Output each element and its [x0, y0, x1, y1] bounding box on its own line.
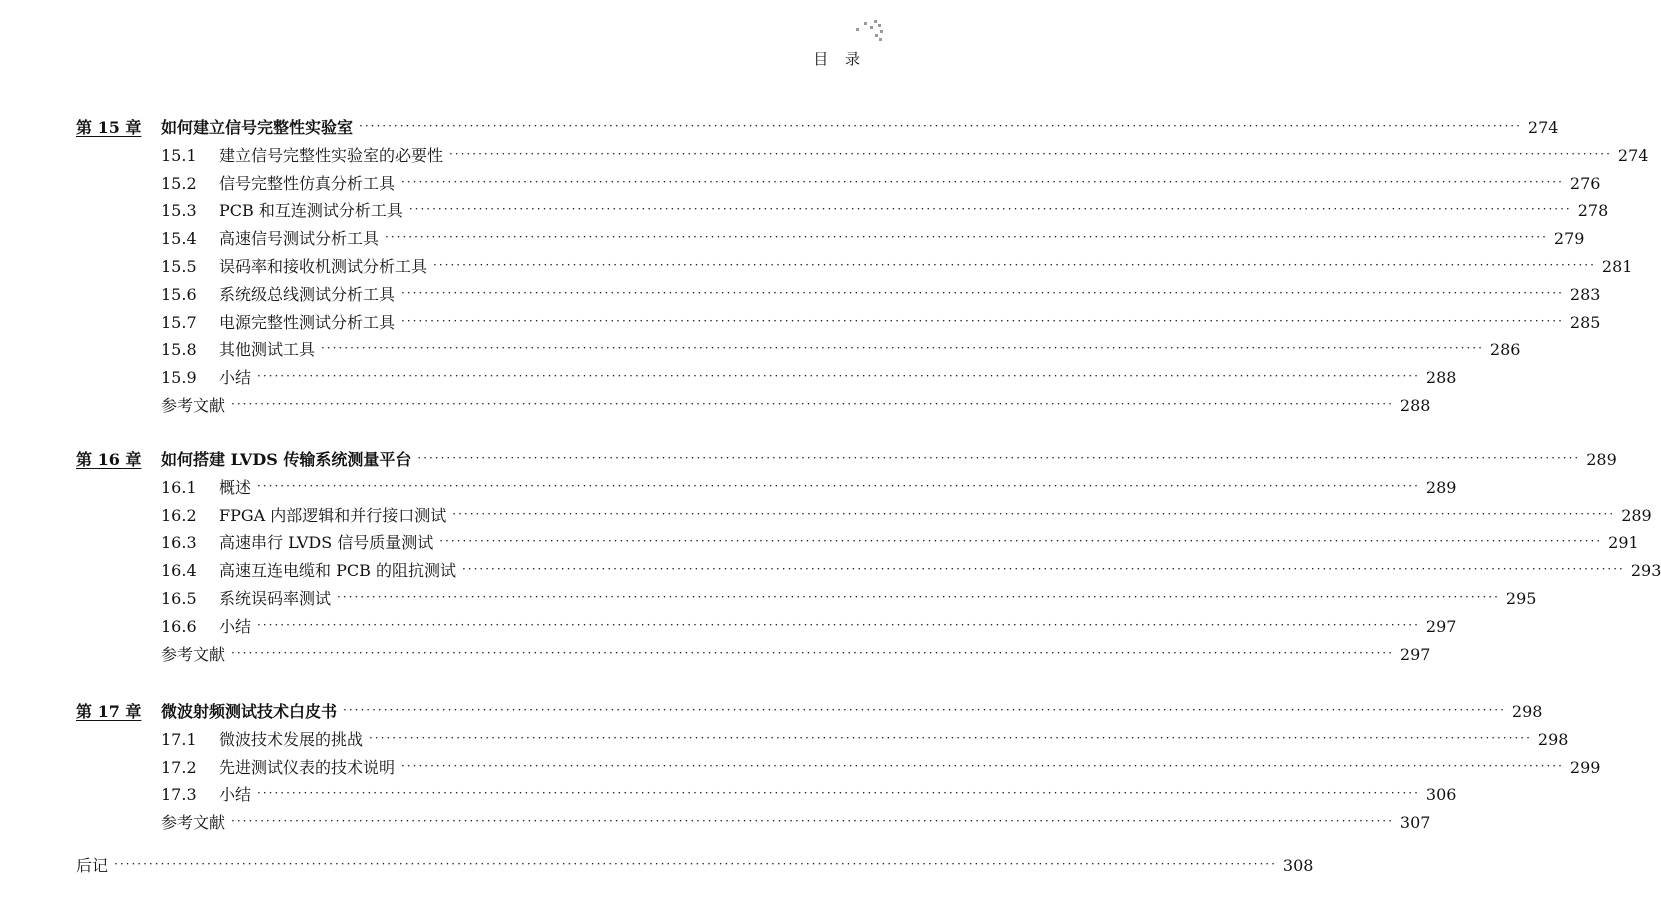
- section-entry: [0, 172, 1601, 196]
- section-page-number[interactable]: 289: [1621, 505, 1652, 525]
- section-entry: [0, 255, 1633, 279]
- section-page-number[interactable]: 289: [1425, 477, 1457, 497]
- section-entry: [0, 144, 1649, 168]
- section-entry: [0, 728, 1569, 752]
- section-number: 17.3: [161, 785, 197, 805]
- dot-leader: ········································································································································································································: [385, 230, 1548, 245]
- section-number: 15.1: [161, 145, 197, 165]
- chapter-page-number[interactable]: 289: [1586, 450, 1617, 469]
- section-number: 16.5: [161, 589, 197, 608]
- dot-leader: ········································································································································································································: [343, 703, 1506, 717]
- dot-leader: ········································································································································································································: [231, 645, 1394, 660]
- section-title[interactable]: 误码率和接收机测试分析工具: [219, 257, 428, 276]
- chapter-title[interactable]: 如何搭建 LVDS 传输系统测量平台: [161, 450, 412, 469]
- dot-leader: ········································································································································································································: [369, 730, 1532, 745]
- references-entry: [0, 643, 1431, 667]
- section-entry: [0, 531, 1639, 555]
- section-title[interactable]: 电源完整性测试分析工具: [219, 312, 396, 332]
- section-page-number[interactable]: 286: [1489, 340, 1521, 360]
- section-number: 15.8: [161, 340, 197, 360]
- section-number: 16.2: [161, 505, 197, 525]
- section-entry: [0, 783, 1457, 807]
- dot-leader: ········································································································································································································: [452, 506, 1616, 521]
- section-number: 17.2: [161, 757, 197, 777]
- chapter-entry: [0, 448, 1617, 472]
- references-title[interactable]: 参考文献: [161, 396, 226, 415]
- section-page-number[interactable]: 306: [1425, 785, 1457, 805]
- section-number: 16.6: [161, 616, 197, 636]
- section-page-number[interactable]: 283: [1569, 284, 1601, 304]
- section-page-number[interactable]: 274: [1617, 145, 1649, 165]
- section-title[interactable]: 小结: [219, 785, 252, 805]
- section-page-number[interactable]: 299: [1569, 757, 1601, 777]
- section-entry: [0, 338, 1521, 362]
- section-title[interactable]: 系统级总线测试分析工具: [219, 284, 396, 304]
- section-entry: [0, 476, 1457, 500]
- section-page-number[interactable]: 293: [1630, 561, 1661, 581]
- section-page-number[interactable]: 288: [1425, 368, 1457, 388]
- scan-corner-mark: [844, 18, 884, 46]
- chapter-number: 第 16 章: [76, 450, 142, 469]
- references-title[interactable]: 参考文献: [161, 813, 226, 833]
- section-title[interactable]: 小结: [219, 368, 252, 388]
- section-number: 15.5: [161, 257, 197, 276]
- dot-leader: ········································································································································································································: [401, 313, 1564, 328]
- section-number: 16.3: [161, 533, 197, 553]
- section-entry: [0, 756, 1601, 780]
- chapter-page-number[interactable]: 274: [1527, 118, 1559, 137]
- chapter-number: 第 15 章: [76, 118, 142, 137]
- dot-leader: ········································································································································································································: [449, 146, 1612, 161]
- section-entry: [0, 311, 1601, 335]
- section-title[interactable]: FPGA 内部逻辑和并行接口测试: [219, 505, 447, 525]
- section-title[interactable]: 概述: [219, 477, 252, 497]
- epilogue-entry: [0, 854, 1314, 878]
- epilogue-page-number[interactable]: 308: [1282, 856, 1314, 875]
- dot-leader: ········································································································································································································: [114, 857, 1277, 871]
- dot-leader: ········································································································································································································: [231, 814, 1394, 829]
- chapter-title[interactable]: 如何建立信号完整性实验室: [161, 118, 354, 137]
- section-page-number[interactable]: 291: [1608, 533, 1639, 553]
- section-number: 15.4: [161, 229, 197, 249]
- section-title[interactable]: 系统误码率测试: [219, 589, 332, 608]
- section-entry: [0, 227, 1585, 251]
- section-number: 15.2: [161, 173, 197, 193]
- references-entry: [0, 811, 1431, 835]
- chapter-entry: [0, 700, 1543, 724]
- section-entry: [0, 504, 1652, 528]
- section-number: 15.7: [161, 312, 197, 332]
- dot-leader: ········································································································································································································: [257, 617, 1420, 632]
- section-title[interactable]: 信号完整性仿真分析工具: [219, 173, 396, 193]
- section-entry: [0, 587, 1537, 611]
- dot-leader: ········································································································································································································: [439, 534, 1603, 549]
- section-number: 16.4: [161, 561, 197, 581]
- section-number: 15.3: [161, 201, 197, 221]
- dot-leader: ········································································································································································································: [231, 397, 1394, 411]
- dot-leader: ········································································································································································································: [257, 369, 1420, 384]
- section-title[interactable]: 微波技术发展的挑战: [219, 729, 364, 749]
- references-entry: [0, 394, 1431, 418]
- section-page-number[interactable]: 278: [1577, 201, 1609, 221]
- section-title[interactable]: 建立信号完整性实验室的必要性: [219, 145, 444, 165]
- chapter-title[interactable]: 微波射频测试技术白皮书: [161, 702, 338, 721]
- references-page-number[interactable]: 288: [1399, 396, 1431, 415]
- section-entry: [0, 199, 1609, 223]
- dot-leader: ········································································································································································································: [321, 341, 1484, 356]
- references-page-number[interactable]: 307: [1399, 813, 1431, 833]
- section-entry: [0, 283, 1601, 307]
- section-title[interactable]: PCB 和互连测试分析工具: [219, 201, 403, 221]
- section-page-number[interactable]: 295: [1505, 589, 1537, 608]
- section-page-number[interactable]: 281: [1601, 257, 1633, 276]
- section-page-number[interactable]: 297: [1425, 616, 1457, 636]
- section-page-number[interactable]: 276: [1569, 173, 1601, 193]
- section-entry: [0, 615, 1457, 639]
- section-number: 15.9: [161, 368, 197, 388]
- section-entry: [0, 559, 1661, 583]
- dot-leader: ········································································································································································································: [337, 590, 1500, 604]
- references-title[interactable]: 参考文献: [161, 644, 226, 664]
- epilogue-title[interactable]: 后记: [76, 856, 109, 875]
- dot-leader: ········································································································································································································: [401, 758, 1564, 773]
- dot-leader: ········································································································································································································: [359, 119, 1522, 133]
- dot-leader: ········································································································································································································: [408, 202, 1572, 217]
- section-page-number[interactable]: 298: [1537, 729, 1569, 749]
- section-number: 15.6: [161, 284, 197, 304]
- section-title[interactable]: 高速互连电缆和 PCB 的阻抗测试: [219, 561, 456, 581]
- section-page-number[interactable]: 279: [1553, 229, 1585, 249]
- section-number: 16.1: [161, 477, 197, 497]
- chapter-number: 第 17 章: [76, 702, 142, 721]
- chapter-page-number[interactable]: 298: [1511, 702, 1543, 721]
- dot-leader: ········································································································································································································: [433, 258, 1596, 272]
- dot-leader: ········································································································································································································: [417, 451, 1581, 465]
- section-title[interactable]: 高速信号测试分析工具: [219, 229, 380, 249]
- references-page-number[interactable]: 297: [1399, 644, 1431, 664]
- chapter-entry: [0, 116, 1559, 140]
- dot-leader: ········································································································································································································: [401, 174, 1564, 189]
- section-page-number[interactable]: 285: [1569, 312, 1601, 332]
- dot-leader: ········································································································································································································: [401, 285, 1564, 300]
- section-title[interactable]: 小结: [219, 616, 252, 636]
- dot-leader: ········································································································································································································: [257, 478, 1420, 493]
- section-title[interactable]: 先进测试仪表的技术说明: [219, 757, 396, 777]
- section-entry: [0, 366, 1457, 390]
- section-number: 17.1: [161, 729, 197, 749]
- dot-leader: ········································································································································································································: [257, 786, 1420, 801]
- page-header: 目 录: [813, 50, 866, 68]
- section-title[interactable]: 高速串行 LVDS 信号质量测试: [219, 533, 434, 553]
- section-title[interactable]: 其他测试工具: [219, 340, 316, 360]
- dot-leader: ········································································································································································································: [461, 562, 1625, 577]
